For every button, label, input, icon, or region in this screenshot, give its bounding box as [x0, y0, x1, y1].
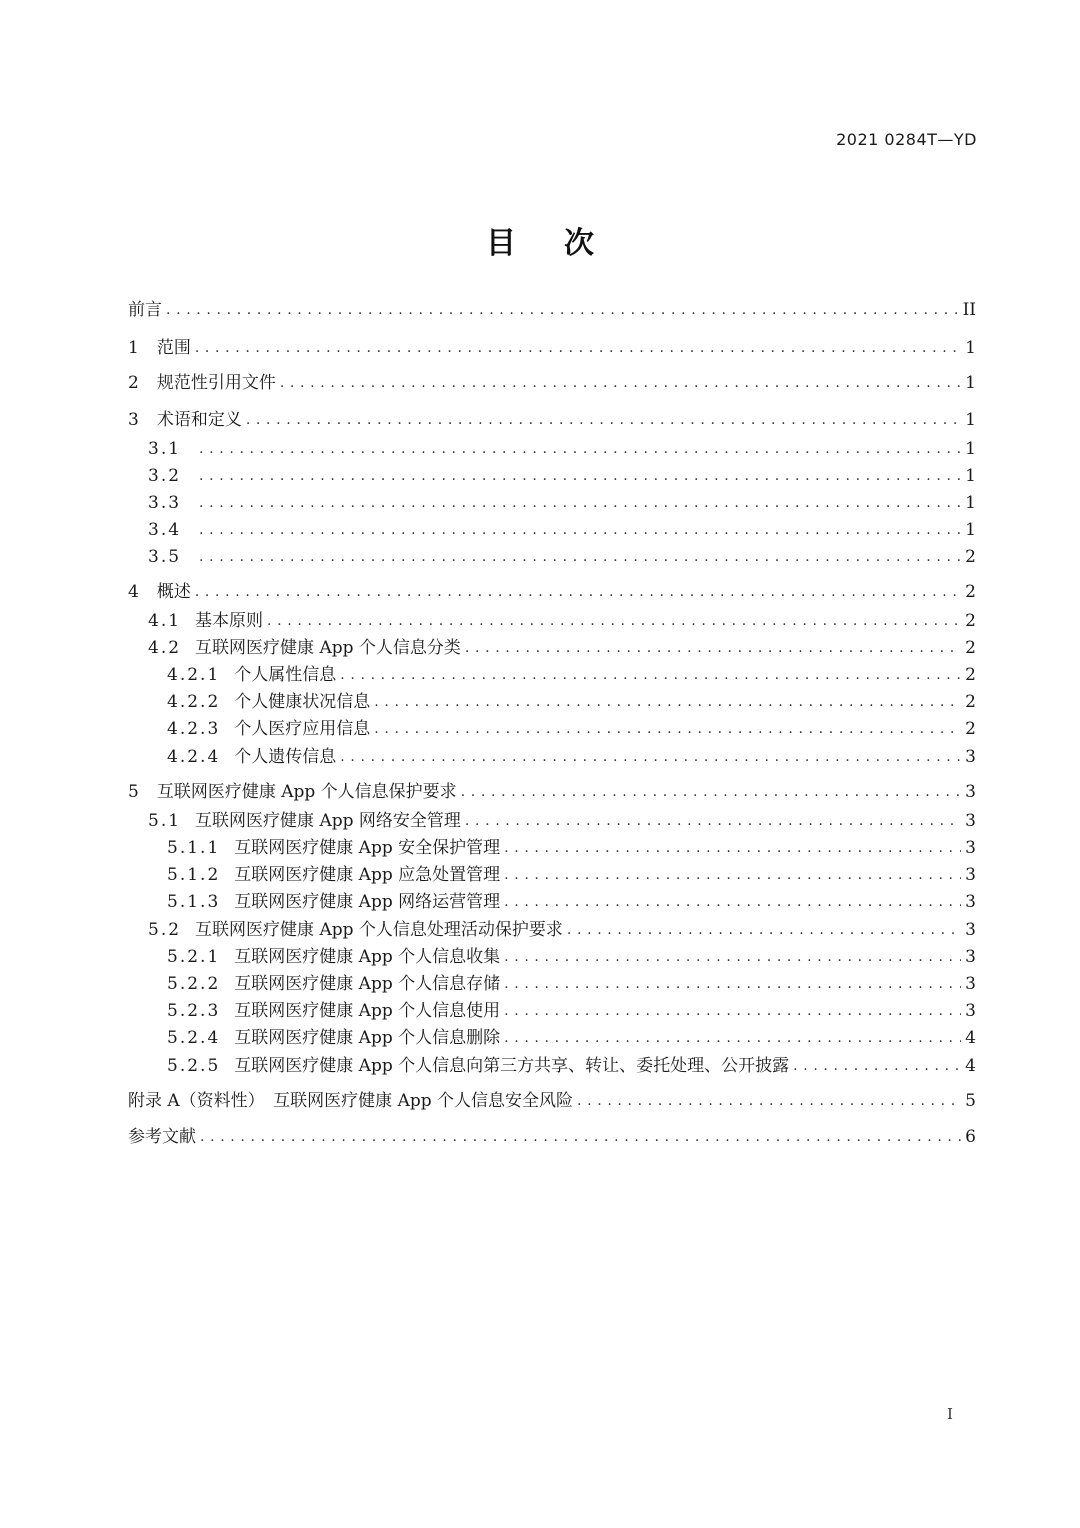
toc-page-number: 3 — [965, 892, 976, 912]
toc-dot-leader — [340, 663, 961, 687]
page-number: I — [947, 1405, 953, 1423]
toc-entry[interactable] — [167, 863, 976, 887]
toc-dot-leader — [504, 945, 961, 969]
toc-page-number: 2 — [965, 692, 976, 712]
toc-entry-title: 互联网医疗健康 App 个人信息存储 — [234, 974, 501, 994]
toc-entry[interactable] — [148, 518, 976, 542]
toc-entry-title: 互联网医疗健康 App 安全保护管理 — [234, 838, 501, 858]
toc-entry-number: 3 — [128, 410, 141, 430]
toc-page-number: 1 — [965, 493, 976, 513]
toc-page-number: 1 — [965, 466, 976, 486]
toc-page-number: II — [962, 300, 976, 320]
toc-page-number: 5 — [965, 1091, 976, 1111]
toc-entry-number: 1 — [128, 338, 141, 358]
toc-dot-leader — [166, 298, 959, 322]
toc-entry[interactable] — [128, 1125, 976, 1149]
toc-entry-title: 互联网医疗健康 App 个人信息使用 — [234, 1001, 501, 1021]
toc-entry-number: 3.1 — [148, 439, 182, 459]
toc-entry-title: 规范性引用文件 — [156, 373, 276, 393]
toc-entry[interactable] — [148, 545, 976, 569]
toc-page-number: 2 — [965, 611, 976, 631]
toc-entry[interactable] — [128, 580, 976, 604]
toc-entry-title: 个人属性信息 — [234, 665, 337, 685]
toc-page-number: 2 — [965, 582, 976, 602]
toc-entry-number: 4 — [128, 582, 141, 602]
toc-page-number: 3 — [965, 811, 976, 831]
toc-entry-number: 5.1.2 — [167, 865, 221, 885]
toc-entry-title: 互联网医疗健康 App 个人信息收集 — [234, 947, 501, 967]
toc-page-number: 3 — [965, 747, 976, 767]
toc-entry-title: 互联网医疗健康 App 网络安全管理 — [195, 811, 461, 831]
toc-dot-leader — [504, 999, 961, 1023]
toc-page-number: 4 — [965, 1028, 976, 1048]
toc-dot-leader — [199, 437, 961, 461]
toc-entry-title: 基本原则 — [195, 611, 264, 631]
toc-entry[interactable] — [128, 780, 976, 804]
toc-entry[interactable] — [167, 1054, 976, 1078]
toc-dot-leader — [340, 745, 961, 769]
document-code: 2021 0284T—YD — [836, 130, 977, 149]
toc-dot-leader — [504, 972, 961, 996]
toc-entry[interactable] — [128, 298, 976, 322]
toc-page-number: 3 — [965, 865, 976, 885]
toc-dot-leader — [504, 863, 961, 887]
toc-dot-leader — [567, 918, 961, 942]
toc-entry[interactable] — [128, 1089, 976, 1113]
toc-entry-number: 4.2 — [148, 638, 182, 658]
toc-page-number: 1 — [965, 373, 976, 393]
toc-dot-leader — [195, 580, 961, 604]
toc-dot-leader — [280, 371, 961, 395]
toc-entry[interactable] — [167, 999, 976, 1023]
toc-entry[interactable] — [148, 491, 976, 515]
toc-entry[interactable] — [128, 408, 976, 432]
toc-entry-number: 5.1.1 — [167, 838, 221, 858]
toc-page-number: 3 — [965, 1001, 976, 1021]
toc-entry-number: 5.1 — [148, 811, 182, 831]
toc-entry-number: 3.5 — [148, 547, 182, 567]
toc-page-number: 1 — [965, 439, 976, 459]
toc-dot-leader — [199, 545, 961, 569]
toc-entry-number: 5.2.3 — [167, 1001, 221, 1021]
toc-entry[interactable] — [148, 809, 976, 833]
toc-entry-number: 3.3 — [148, 493, 182, 513]
toc-entry-title: 参考文献 — [128, 1127, 196, 1147]
toc-dot-leader — [200, 1125, 961, 1149]
toc-entry-title: 前言 — [128, 300, 162, 320]
toc-entry[interactable] — [148, 437, 976, 461]
toc-dot-leader — [195, 336, 961, 360]
toc-page-number: 3 — [965, 920, 976, 940]
toc-entry[interactable] — [167, 890, 976, 914]
toc-entry[interactable] — [167, 745, 976, 769]
toc-entry[interactable] — [167, 1026, 976, 1050]
toc-entry-number: 4.2.4 — [167, 747, 221, 767]
toc-entry-number: 5.1.3 — [167, 892, 221, 912]
toc-entry-number: 4.2.3 — [167, 719, 221, 739]
toc-entry[interactable] — [167, 836, 976, 860]
toc-entry[interactable] — [167, 945, 976, 969]
toc-page-number: 2 — [965, 638, 976, 658]
toc-entry-number: 5.2.1 — [167, 947, 221, 967]
toc-dot-leader — [577, 1089, 961, 1113]
toc-entry-title: 互联网医疗健康 App 个人信息向第三方共享、转让、委托处理、公开披露 — [234, 1056, 790, 1076]
toc-page-number: 1 — [965, 520, 976, 540]
toc-dot-leader — [461, 780, 961, 804]
toc-page-number: 3 — [965, 782, 976, 802]
toc-entry-title: 互联网医疗健康 App 应急处置管理 — [234, 865, 501, 885]
toc-entry-title: 术语和定义 — [156, 410, 242, 430]
toc-page-number: 2 — [965, 665, 976, 685]
toc-page-number: 4 — [965, 1056, 976, 1076]
toc-entry-number: 5.2.2 — [167, 974, 221, 994]
toc-entry[interactable] — [167, 717, 976, 741]
toc-entry-number: 5.2.4 — [167, 1028, 221, 1048]
toc-page-number: 3 — [965, 947, 976, 967]
toc-entry[interactable] — [128, 371, 976, 395]
toc-entry-title: 互联网医疗健康 App 个人信息分类 — [195, 638, 461, 658]
toc-entry[interactable] — [128, 336, 976, 360]
toc-entry-number: 4.1 — [148, 611, 182, 631]
toc-entry-title: 个人医疗应用信息 — [234, 719, 371, 739]
toc-entry-title: 个人遗传信息 — [234, 747, 337, 767]
toc-entry[interactable] — [167, 972, 976, 996]
toc-dot-leader — [199, 491, 961, 515]
toc-entry-title: 附录 A（资料性） 互联网医疗健康 App 个人信息安全风险 — [128, 1091, 574, 1111]
toc-entry-number: 5.2 — [148, 920, 182, 940]
toc-page-number: 2 — [965, 547, 976, 567]
toc-dot-leader — [504, 1026, 961, 1050]
toc-entry-title: 互联网医疗健康 App 个人信息删除 — [234, 1028, 501, 1048]
toc-page-number: 2 — [965, 719, 976, 739]
toc-dot-leader — [374, 717, 961, 741]
toc-dot-leader — [267, 609, 961, 633]
toc-entry-number: 3.4 — [148, 520, 182, 540]
toc-page-number: 3 — [965, 974, 976, 994]
toc-entry-title: 互联网医疗健康 App 个人信息处理活动保护要求 — [195, 920, 563, 940]
toc-entry[interactable] — [167, 690, 976, 714]
toc-entry-title: 个人健康状况信息 — [234, 692, 371, 712]
toc-dot-leader — [199, 518, 961, 542]
toc-entry-title: 互联网医疗健康 App 个人信息保护要求 — [156, 782, 457, 802]
toc-page-number: 3 — [965, 838, 976, 858]
toc-entry[interactable] — [148, 636, 976, 660]
toc-dot-leader — [504, 836, 961, 860]
toc-entry-title: 概述 — [156, 582, 191, 602]
toc-dot-leader — [504, 890, 961, 914]
toc-page-number: 1 — [965, 338, 976, 358]
toc-page-number: 6 — [965, 1127, 976, 1147]
toc-entry-number: 5 — [128, 782, 141, 802]
toc-dot-leader — [246, 408, 961, 432]
toc-dot-leader — [793, 1054, 961, 1078]
toc-entry-title: 范围 — [156, 338, 191, 358]
toc-entry-number: 3.2 — [148, 466, 182, 486]
toc-page-number: 1 — [965, 410, 976, 430]
toc-entry[interactable] — [148, 609, 976, 633]
toc-entry-number: 4.2.1 — [167, 665, 221, 685]
toc-entry-number: 5.2.5 — [167, 1056, 221, 1076]
toc-entry[interactable] — [167, 663, 976, 687]
toc-dot-leader — [465, 809, 961, 833]
toc-dot-leader — [465, 636, 961, 660]
toc-entry-number: 4.2.2 — [167, 692, 221, 712]
toc-dot-leader — [199, 464, 961, 488]
toc-entry[interactable] — [148, 464, 976, 488]
toc-entry-title: 互联网医疗健康 App 网络运营管理 — [234, 892, 501, 912]
toc-dot-leader — [374, 690, 961, 714]
toc-entry[interactable] — [148, 918, 976, 942]
page-title: 目次 — [486, 226, 642, 261]
toc-entry-number: 2 — [128, 373, 141, 393]
